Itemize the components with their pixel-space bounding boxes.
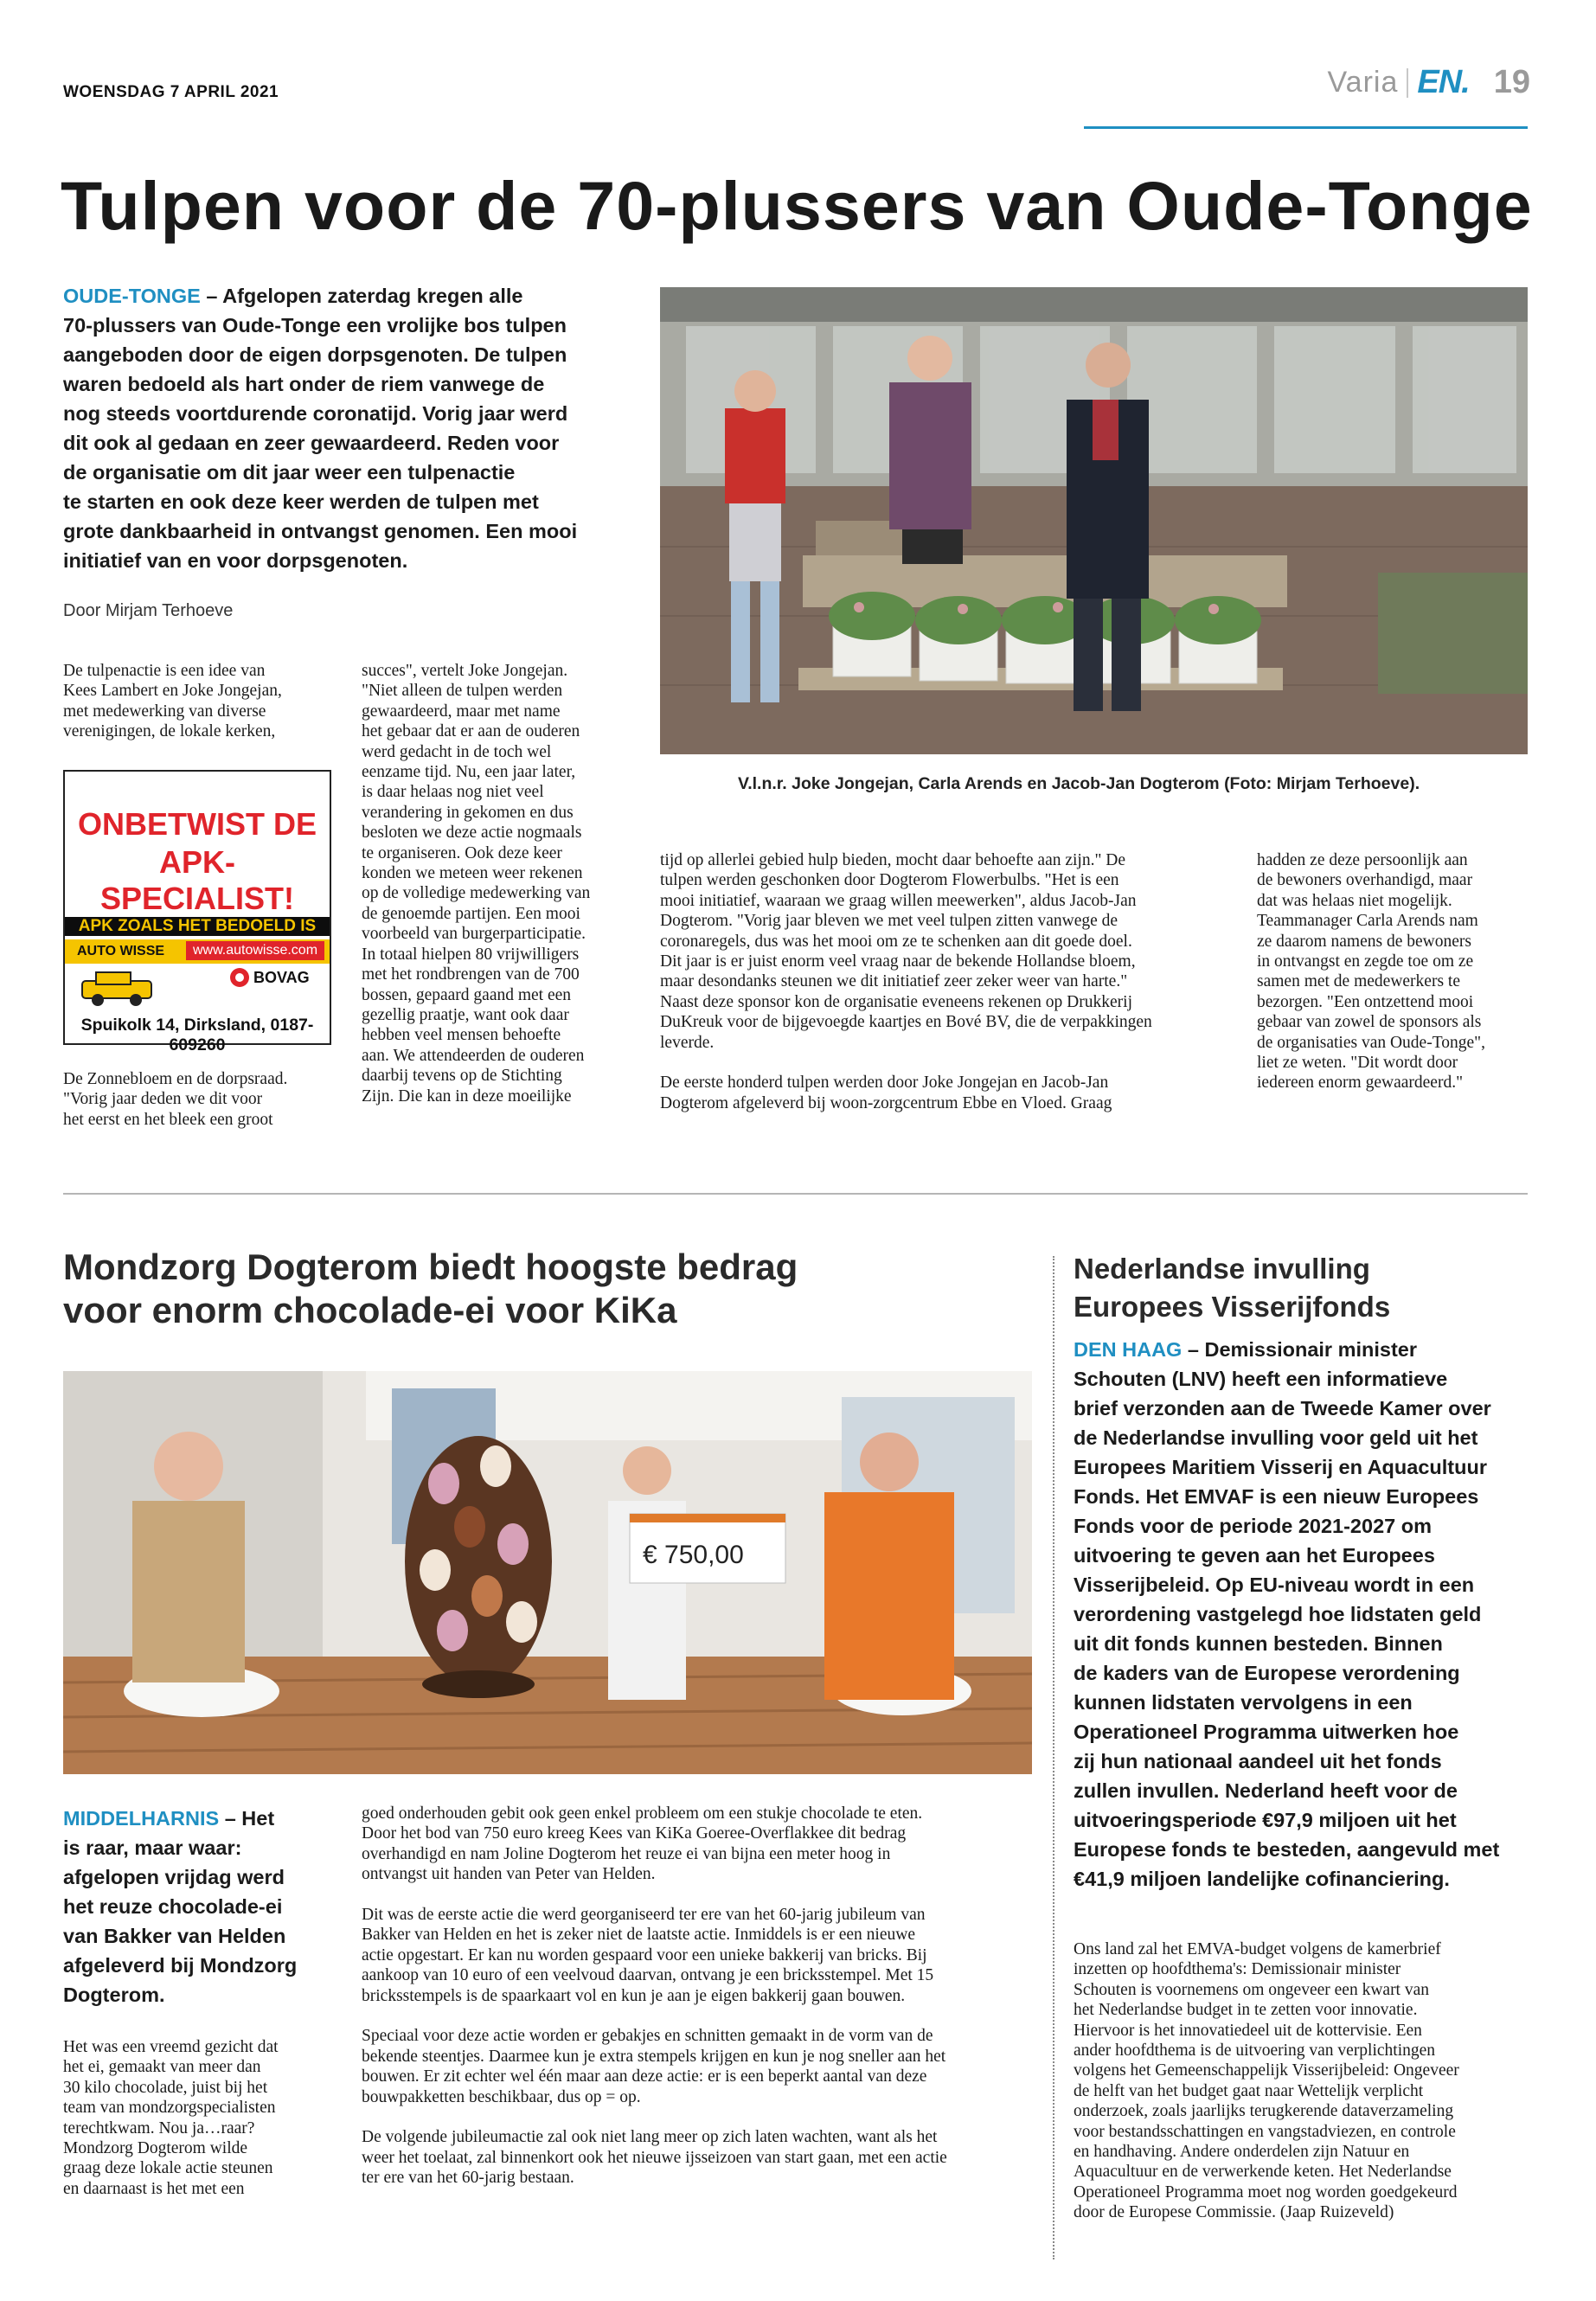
text-line: actie opgestart. Er kan nu worden gespaard voor een unieke bakkerij van bricks. Bij <box>362 1945 927 1965</box>
article3-intro <box>1074 1335 1528 1894</box>
text-line: ander hoofdthema is de uitvoering van verplichtingen <box>1074 2041 1436 2061</box>
text-line: maar desondanks steunen we dit initiatief zeer zeker weer van harte." <box>660 972 1128 991</box>
text-line: het ei, gemaakt van meer dan <box>63 2058 261 2077</box>
text-line: bossen, gepaard gaand met een <box>362 985 572 1004</box>
intro-line: van Bakker van Helden <box>63 1925 286 1947</box>
text-line: Door het bod van 750 euro kreeg Kees van KiKa Goeree-Overflakkee dit bedrag <box>362 1824 907 1843</box>
header-separator <box>1407 68 1408 98</box>
paragraph-gap <box>362 1885 1032 1905</box>
intro-line: het reuze chocolade-ei <box>63 1895 283 1918</box>
intro-line: uitvoering te geven aan het Europees <box>1074 1544 1435 1567</box>
text-line: ze daarom namens de bewoners <box>1257 932 1471 951</box>
intro-line: grote dankbaarheid in ontvangst genomen. Een mooi <box>63 520 578 542</box>
page-number: 19 <box>1493 64 1530 100</box>
text-line: liet ze weten. "Dit wordt door <box>1257 1054 1458 1073</box>
text-line: team van mondzorgspecialisten <box>63 2099 276 2118</box>
article3-headline <box>1074 1250 1390 1326</box>
ad-bovag: BOVAG <box>253 969 310 986</box>
intro-line: afgelopen vrijdag werd <box>63 1866 285 1888</box>
intro-line: uit dit fonds kunnen besteden. Binnen <box>1074 1632 1443 1655</box>
text-line: eenzame tijd. Nu, een jaar later, <box>362 763 576 782</box>
article3-dateline: DEN HAAG <box>1074 1338 1183 1361</box>
column-divider <box>1053 1256 1054 2259</box>
ad-brand: AUTO WISSE <box>77 944 165 958</box>
text-line: op de volledige medewerking van <box>362 884 591 903</box>
text-line: hebben veel mensen behoefte <box>362 1026 561 1045</box>
text-line: werd gedacht in de toch wel <box>362 742 552 761</box>
text-line: Dogterom. "Vorig jaar bleven we met veel tulpen zitten vanwege de <box>660 912 1118 931</box>
intro-line: de kaders van de Europese verordening <box>1074 1662 1460 1684</box>
text-line: dat was helaas niet mogelijk. <box>1257 891 1452 910</box>
intro-line: afgeleverd bij Mondzorg <box>63 1954 298 1977</box>
text-line: Het was een vreemd gezicht dat <box>63 2038 279 2056</box>
text-line: voorbeeld van burgerparticipatie. <box>362 925 586 944</box>
text-line: ontvangst uit handen van Peter van Helden. <box>362 1865 656 1884</box>
text-line: terechtkwam. Nou ja…raar? <box>63 2118 255 2138</box>
text-line: gewaardeerd, maar met name <box>362 702 561 721</box>
text-line: bezorgen. "Een ontzettend mooi <box>1257 992 1474 1011</box>
text-line: de organisaties van Oude-Tonge", <box>1257 1033 1485 1052</box>
text-line: Aquacultuur en de verwerkende keten. Het Nederlandse <box>1074 2163 1452 2182</box>
intro-line: nog steeds voortdurende coronatijd. Vorig jaar werd <box>63 402 568 425</box>
text-line: goed onderhouden gebit ook geen enkel probleem om een stukje chocolade te eten. <box>362 1804 923 1823</box>
text-line: gebaar van zowel de sponsors als <box>1257 1013 1482 1032</box>
text-line: tulpen werden geschonken door Dogterom Flowerbulbs. "Het is een <box>660 871 1119 890</box>
apk-advertisement[interactable] <box>63 770 331 1054</box>
text-line: en daarnaast is het met een <box>63 2179 245 2198</box>
ad-slogan: APK ZOALS HET BEDOELD IS <box>65 917 330 936</box>
tulip-photo <box>660 287 1528 754</box>
intro-line: – Afgelopen zaterdag kregen alle <box>200 285 523 307</box>
text-line: verenigingen, de lokale kerken, <box>63 722 276 741</box>
text-line: gezellig praatje, want ook daar <box>362 1005 569 1024</box>
intro-line: is raar, maar waar: <box>63 1836 242 1859</box>
text-line: De Zonnebloem en de dorpsraad. <box>63 1070 288 1088</box>
intro-line: zullen invullen. Nederland heeft voor de <box>1074 1779 1458 1802</box>
ad-headline-line1: ONBETWIST DE <box>78 806 317 842</box>
intro-line: Schouten (LNV) heeft een informatieve <box>1074 1368 1448 1390</box>
text-line: voor bestandsschattingen en vangstadviezen, en controle <box>1074 2122 1456 2141</box>
article1-col2 <box>362 661 630 1106</box>
article1-headline: Tulpen voor de 70-plussers van Oude-Tonge <box>61 167 1533 244</box>
intro-line: brief verzonden aan de Tweede Kamer over <box>1074 1397 1491 1420</box>
article3-body <box>1074 1939 1528 2223</box>
text-line: inzetten op hoofdthema's: Demissionair minister <box>1074 1960 1401 1979</box>
article2-col1 <box>63 2037 331 2199</box>
text-line: de genoemde partijen. Een mooi <box>362 904 580 923</box>
intro-line: verordening vastgelegd hoe lidstaten geld <box>1074 1603 1482 1625</box>
article1-col1-top <box>63 661 323 742</box>
text-line: met medewerking van diverse <box>63 702 266 721</box>
text-line: mooi initiatief, waaraan we graag willen meewerken", aldus Jacob-Jan <box>660 891 1137 910</box>
page-header-right <box>1328 64 1531 101</box>
text-line: overhandigd en nam Joline Dogterom het reuze ei van bijna een meter hoog in <box>362 1844 891 1863</box>
headline-line: Europees Visserijfonds <box>1074 1291 1391 1323</box>
text-line: De tulpenactie is een idee van <box>63 662 266 680</box>
text-line: graag deze lokale actie steunen <box>63 2159 273 2178</box>
intro-line: Fonds. Het EMVAF is een nieuw Europees <box>1074 1485 1479 1508</box>
issue-date: WOENSDAG 7 APRIL 2021 <box>63 83 279 101</box>
text-line: Naast deze sponsor kon de organisatie eveneens rekenen op Drukkerij <box>660 992 1132 1011</box>
article1-byline: Door Mirjam Terhoeve <box>63 601 234 620</box>
text-line: Schouten is voornemens om ongeveer een kwart van <box>1074 1980 1430 1999</box>
text-line: de helft van het budget gaat naar Wettelijk verplicht <box>1074 2081 1424 2100</box>
ad-headline-line2: APK-SPECIALIST! <box>99 844 294 916</box>
text-line: is daar helaas nog niet veel <box>362 783 544 802</box>
text-line: leverde. <box>660 1033 715 1052</box>
intro-line: zij hun nationaal aandeel uit het fonds <box>1074 1750 1442 1772</box>
text-line: iedereen enorm gewaardeerd." <box>1257 1074 1464 1093</box>
text-line: Zijn. Die kan in deze moeilijke <box>362 1086 572 1106</box>
text-line: succes", vertelt Joke Jongejan. <box>362 662 568 680</box>
text-line: met het rondbrengen van de 700 <box>362 965 580 984</box>
headline-line: voor enorm chocolade-ei voor KiKa <box>63 1290 677 1330</box>
intro-line: – Het <box>219 1807 275 1830</box>
intro-line: kunnen lidstaten vervolgens in een <box>1074 1691 1413 1714</box>
text-line: Ons land zal het EMVA-budget volgens de kamerbrief <box>1074 1940 1441 1958</box>
text-line: het eerst en het bleek een groot <box>63 1110 273 1129</box>
text-line: bricksstempels is de spaarkaart vol en kun je aan je eigen bakkerij gaan bouwen. <box>362 1986 906 2005</box>
intro-line: aangeboden door de eigen dorpsgenoten. De tulpen <box>63 343 567 366</box>
text-line: tijd op allerlei gebied hulp bieden, mocht daar behoefte aan zijn." De <box>660 851 1126 869</box>
article1-col1-bottom <box>63 1069 331 1130</box>
intro-line: Operationeel Programma uitwerken hoe <box>1074 1721 1459 1743</box>
car-icon <box>74 969 160 1007</box>
text-line: volgens het Gemeenschappelijk Visserijbeleid: Ongeveer <box>1074 2061 1459 2080</box>
text-line: te organiseren. Ook deze keer <box>362 843 562 862</box>
text-line: 30 kilo chocolade, juist bij het <box>63 2078 268 2097</box>
article2-intro <box>63 1804 323 2009</box>
text-line: in ontvangst en zegde toe om ze <box>1257 952 1474 971</box>
paragraph-gap <box>362 2006 1032 2026</box>
ad-address: Spuikolk 14, Dirksland, 0187-609260 <box>80 1016 314 1054</box>
headline-line: Mondzorg Dogterom biedt hoogste bedrag <box>63 1247 798 1287</box>
text-line: onderzoek, zoals jaarlijks terugkerende dataverzameling <box>1074 2102 1454 2121</box>
article2-headline <box>63 1246 798 1332</box>
text-line: Speciaal voor deze actie worden er gebakjes en schnitten gemaakt in de vorm van de <box>362 2027 933 2046</box>
text-line: DuKreuk voor de bijgevoegde kaartjes en Bové BV, die de verpakkingen <box>660 1013 1152 1032</box>
text-line: bouwpakketten beschikbaar, dus op = op. <box>362 2087 641 2106</box>
text-line: In totaal hielpen 80 vrijwilligers <box>362 945 580 964</box>
intro-line: Dogterom. <box>63 1984 165 2006</box>
text-line: ter ere van het 60-jarig bestaan. <box>362 2169 574 2188</box>
intro-line: Fonds voor de periode 2021-2027 om <box>1074 1515 1432 1537</box>
text-line: daarbij tevens op de Stichting <box>362 1067 562 1086</box>
intro-line: de organisatie om dit jaar weer een tulpenactie <box>63 461 516 484</box>
check-amount: € 750,00 <box>643 1541 744 1569</box>
text-line: aankoop van 10 euro of een veelvoud daarvan, ontvang je een bricksstempel. Met 15 <box>362 1966 934 1985</box>
intro-line: €41,9 miljoen landelijke cofinanciering. <box>1074 1868 1450 1890</box>
text-line: konden we meteen weer rekenen <box>362 864 583 883</box>
intro-line: dit ook al gedaan en zeer gewaardeerd. Reden voor <box>63 432 560 454</box>
bovag-logo-icon <box>229 967 250 988</box>
intro-line: te starten en ook deze keer werden de tulpen met <box>63 490 539 513</box>
section-divider <box>63 1193 1528 1195</box>
text-line: het Nederlandse budget in te zetten voor innovatie. <box>1074 2001 1418 2020</box>
text-line: De volgende jubileumactie zal ook niet lang meer op zich laten wachten, want als het <box>362 2128 938 2147</box>
text-line: bekende steentjes. Daarmee kun je extra stempels krijgen en kun je nog sneller aan het <box>362 2047 946 2066</box>
article1-dateline: OUDE-TONGE <box>63 285 201 307</box>
text-line: het gebaar dat er aan de ouderen <box>362 722 580 741</box>
text-line: Dit jaar is er juist enorm veel vraag naar de bekende Hollandse bloem, <box>660 952 1136 971</box>
intro-line: waren bedoeld als hart onder de riem vanwege de <box>63 373 545 395</box>
article2-col2 <box>362 1804 1032 2189</box>
section-label: Varia <box>1327 66 1399 99</box>
text-line: Dit was de eerste actie die werd georganiseerd ter ere van het 60-jarig jubileum van <box>362 1906 926 1925</box>
intro-line: Visserijbeleid. Op EU-niveau wordt in een <box>1074 1574 1475 1596</box>
text-line: en handhaving. Andere onderdelen zijn Natuur en <box>1074 2143 1410 2162</box>
text-line: verandering in gekomen en dus <box>362 803 574 822</box>
text-line: Mondzorg Dogterom wilde <box>63 2139 248 2158</box>
paragraph-gap <box>362 2107 1032 2127</box>
text-line: Dogterom afgeleverd bij woon-zorgcentrum Ebbe en Vloed. Graag <box>660 1093 1112 1112</box>
article1-intro <box>63 281 617 575</box>
intro-line: uitvoeringsperiode €97,9 miljoen uit het <box>1074 1809 1457 1831</box>
text-line: Teammanager Carla Arends nam <box>1257 912 1478 931</box>
newspaper-logo: EN. <box>1417 64 1470 100</box>
headline-line: Nederlandse invulling <box>1074 1253 1370 1285</box>
text-line: Kees Lambert en Joke Jongejan, <box>63 682 282 701</box>
text-line: "Niet alleen de tulpen werden <box>362 682 563 701</box>
chocolate-egg-photo <box>63 1371 1032 1774</box>
text-line: bouwen. Er zit echter wel één maar aan deze actie: er is een beperkt aantal van deze <box>362 2067 927 2086</box>
header-rule <box>1084 126 1528 129</box>
text-line: besloten we deze actie nogmaals <box>362 824 582 843</box>
text-line: de bewoners overhandigd, maar <box>1257 871 1473 890</box>
intro-line: de Nederlandse invulling voor geld uit het <box>1074 1426 1478 1449</box>
paragraph-gap <box>660 1053 1231 1073</box>
intro-line: – Demissionair minister <box>1182 1338 1418 1361</box>
intro-line: 70-plussers van Oude-Tonge een vrolijke bos tulpen <box>63 314 567 336</box>
intro-line: Europees Maritiem Visserij en Aquacultuur <box>1074 1456 1487 1478</box>
text-line: Operationeel Programma moet nog worden goedgekeurd <box>1074 2182 1458 2202</box>
text-line: weer het toelaat, zal binnenkort ook het nieuwe ijsseizoen van start gaan, met een actie <box>362 2148 947 2167</box>
article1-col4 <box>1257 850 1528 1093</box>
text-line: samen met de medewerkers te <box>1257 972 1460 991</box>
text-line: door de Europese Commissie. (Jaap Ruizeveld) <box>1074 2203 1394 2222</box>
intro-line: Europese fonds te besteden, aangevuld met <box>1074 1838 1500 1861</box>
text-line: Hiervoor is het innovatiedeel uit de kottervisie. Een <box>1074 2021 1422 2040</box>
tulip-photo-caption: V.l.n.r. Joke Jongejan, Carla Arends en Jacob-Jan Dogterom (Foto: Mirjam Terhoeve). <box>738 774 1420 793</box>
intro-line: initiatief van en voor dorpsgenoten. <box>63 549 408 572</box>
text-line: hadden ze deze persoonlijk aan <box>1257 851 1468 869</box>
article1-col3 <box>660 850 1231 1113</box>
text-line: Bakker van Helden en het is zeker niet de laatste actie. Inmiddels is er een nieuwe <box>362 1926 915 1945</box>
article2-dateline: MIDDELHARNIS <box>63 1807 220 1830</box>
text-line: aan. We attendeerden de ouderen <box>362 1046 585 1065</box>
text-line: coronaregels, dus was het mooi om ze te schenken aan dit goede doel. <box>660 932 1132 951</box>
text-line: De eerste honderd tulpen werden door Joke Jongejan en Jacob-Jan <box>660 1074 1109 1093</box>
text-line: "Vorig jaar deden we dit voor <box>63 1090 263 1109</box>
ad-url[interactable]: www.autowisse.com <box>186 941 324 960</box>
